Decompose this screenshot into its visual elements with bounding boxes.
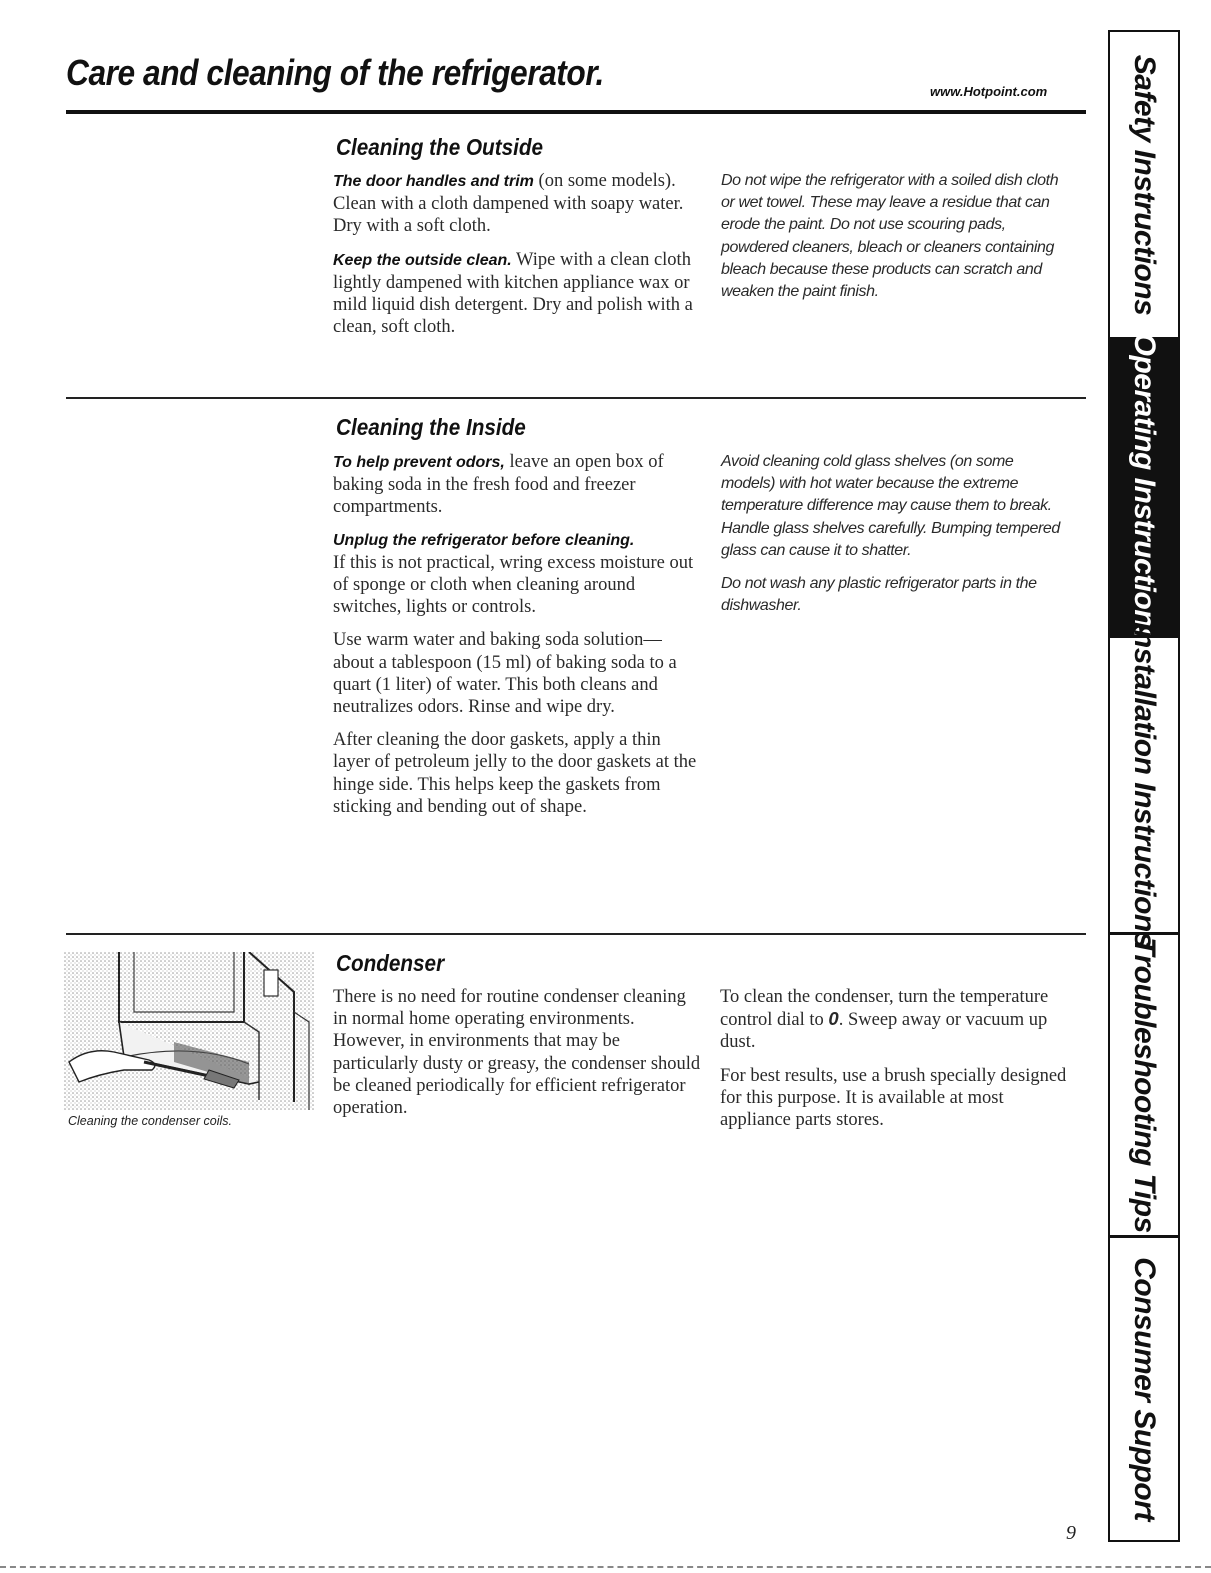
- outside-body: [333, 170, 701, 349]
- unplug-text: If this is not practical, wring excess moisture out of sponge or cloth when cleaning around switches, lights or controls.: [333, 552, 694, 618]
- header-rule: [66, 110, 1086, 114]
- tab-operating-instructions[interactable]: [1110, 332, 1178, 643]
- tab-consumer-label: Consumer Support: [1128, 1257, 1161, 1521]
- odors-text: leave an open box of baking soda in the fresh food and freezer compartments.: [333, 452, 664, 518]
- glass-shelves-warning: Avoid cleaning cold glass shelves (on some models) with hot water because the extreme temperature difference may cause them to break. Handle glass shelves carefully. Bumping tempered glass can cause it to shatter.: [721, 453, 1060, 559]
- inside-heading: Cleaning the Inside: [336, 414, 526, 440]
- section-tabs-sidebar: [1108, 30, 1180, 1542]
- scan-edge-line: [0, 1566, 1211, 1568]
- odors-lead: To help prevent odors,: [333, 454, 505, 471]
- inside-body: [333, 451, 701, 829]
- brush-paragraph: For best results, use a brush specially designed for this purpose. It is available at most appliance parts stores.: [720, 1065, 1067, 1131]
- door-handles-lead: The door handles and trim: [333, 173, 534, 190]
- keep-clean-paragraph: [333, 249, 701, 339]
- keep-clean-text: Wipe with a clean cloth lightly dampened with kitchen appliance wax or mild liquid dish detergent. Dry and polish with a clean, soft cloth.: [333, 249, 693, 338]
- dishwasher-warning: Do not wash any plastic refrigerator parts in the dishwasher.: [721, 575, 1037, 615]
- odors-paragraph: [333, 451, 701, 519]
- paint-warning: Do not wipe the refrigerator with a soiled dish cloth or wet towel. These may leave a residue that can erode the paint. Do not use scouring pads, powdered cleaners, bleach or cleaners containing bleach because these products can scratch and weaken the paint finish.: [721, 172, 1059, 301]
- clean-condenser-text: To clean the condenser, turn the temperature control dial to: [720, 987, 1049, 1031]
- illustration-caption: Cleaning the condenser coils.: [68, 1114, 232, 1128]
- condenser-heading: Condenser: [336, 950, 445, 976]
- tab-troubleshooting-tips[interactable]: [1110, 932, 1178, 1235]
- inside-notes: [721, 451, 1066, 628]
- tab-consumer-support[interactable]: [1110, 1235, 1178, 1540]
- page-number: 9: [1066, 1522, 1076, 1544]
- condenser-paragraph: There is no need for routine condenser cleaning in normal home operating environments. However, in environments that may be particularly dusty or greasy, the condenser should be cleaned periodically for efficient refrigerator operation.: [333, 987, 701, 1119]
- tab-safety-label: Safety Instructions: [1128, 54, 1161, 315]
- tab-safety-instructions[interactable]: [1110, 32, 1178, 337]
- gaskets-paragraph: After cleaning the door gaskets, apply a thin layer of petroleum jelly to the door gaskets at the hinge side. This helps keep the gaskets from sticking and bending out of shape.: [333, 730, 697, 817]
- page-title: Care and cleaning of the refrigerator.: [66, 52, 604, 93]
- keep-clean-lead: Keep the outside clean.: [333, 251, 512, 269]
- tab-installation-instructions[interactable]: [1110, 622, 1178, 948]
- condenser-body: [333, 986, 701, 1130]
- baking-soda-paragraph: Use warm water and baking soda solution—about a tablespoon (15 ml) of baking soda to a quart (1 liter) of water. This both cleans and neutralizes odors. Rinse and wipe dry.: [333, 630, 677, 718]
- unplug-lead: Unplug the refrigerator before cleaning.: [333, 531, 635, 549]
- clean-condenser-tail: . Sweep away or vacuum up dust.: [720, 1010, 1048, 1053]
- door-handles-text: (on some models). Clean with a cloth dampened with soapy water. Dry with a soft cloth.: [333, 171, 684, 237]
- condenser-right: [720, 986, 1075, 1142]
- door-handles-paragraph: [333, 170, 701, 238]
- unplug-paragraph: [333, 530, 701, 619]
- section-divider-1: [66, 397, 1086, 399]
- clean-condenser-paragraph: [720, 986, 1075, 1054]
- condenser-cleaning-illustration: [64, 952, 314, 1110]
- tab-troubleshooting-label: Troubleshooting Tips: [1128, 937, 1161, 1233]
- outside-note: [721, 170, 1066, 314]
- tab-installation-label: Installation Instructions: [1128, 622, 1161, 948]
- dial-value: 0: [828, 1008, 839, 1030]
- outside-heading: Cleaning the Outside: [336, 134, 544, 160]
- section-divider-2: [66, 933, 1086, 935]
- condenser-illustration-svg: [64, 952, 314, 1110]
- website-link[interactable]: www.Hotpoint.com: [930, 84, 1048, 99]
- tab-operating-label: Operating Instructions: [1128, 332, 1161, 643]
